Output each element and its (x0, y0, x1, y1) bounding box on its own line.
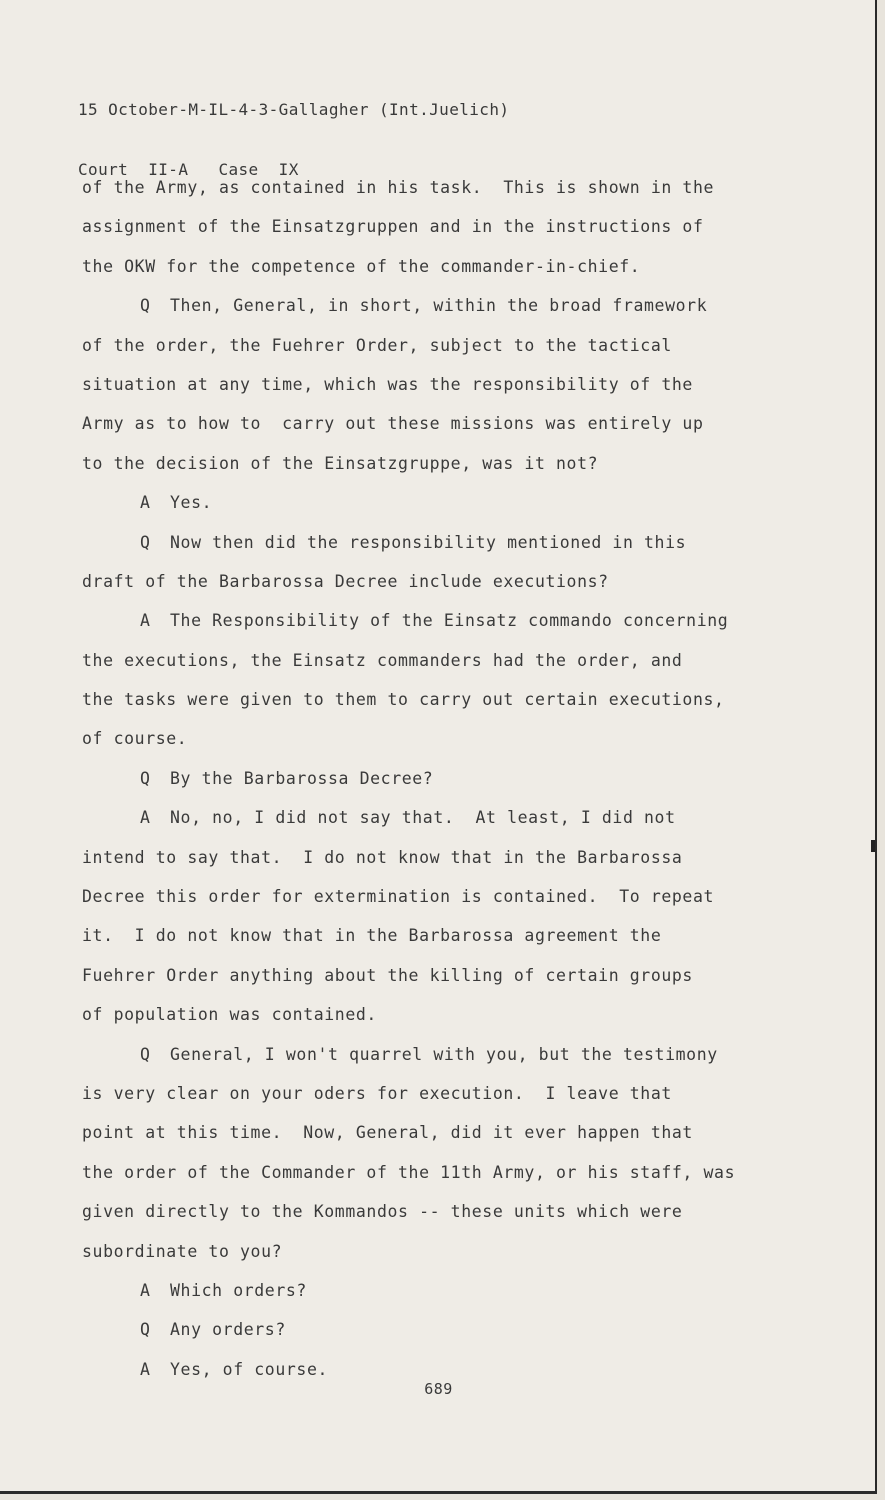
question-marker: Q (140, 1044, 151, 1064)
answer-marker: A (140, 1359, 151, 1379)
line-text: given directly to the Kommandos -- these units which were (82, 1202, 683, 1222)
transcript-line (82, 176, 812, 215)
line-text: the OKW for the competence of the commander-in-chief. (82, 256, 641, 276)
header-line-2: Court II-A Case IX (78, 160, 299, 179)
line-text: Any orders? (170, 1320, 286, 1340)
answer-line (82, 806, 812, 845)
line-text: of the order, the Fuehrer Order, subject to the tactical (82, 335, 672, 355)
question-line (82, 1318, 812, 1357)
question-line (82, 1043, 812, 1082)
line-text: of the Army, as contained in his task. This is shown in the (82, 178, 715, 197)
answer-line (82, 1279, 812, 1318)
answer-line (82, 491, 812, 530)
transcript-line (82, 1200, 812, 1239)
line-text: point at this time. Now, General, did it ever happen that (82, 1123, 693, 1143)
transcript-line (82, 334, 812, 373)
line-text: By the Barbarossa Decree? (170, 768, 434, 788)
answer-line (82, 609, 812, 648)
margin-mark (871, 840, 875, 852)
transcript-line (82, 846, 812, 885)
line-text: to the decision of the Einsatzgruppe, was it not? (82, 453, 599, 473)
question-marker: Q (140, 1320, 151, 1340)
line-text: Yes. (170, 493, 213, 513)
transcript-line (82, 1003, 812, 1042)
transcript-line (82, 1161, 812, 1200)
transcript-line (82, 1240, 812, 1279)
question-marker: Q (140, 768, 151, 788)
transcript-line (82, 215, 812, 254)
transcript-line (82, 727, 812, 766)
line-text: Now then did the responsibility mentioned in this (170, 532, 687, 552)
transcript-line (82, 570, 812, 609)
transcript-body (82, 176, 812, 1397)
transcript-line (82, 688, 812, 727)
line-text: The Responsibility of the Einsatz commando concerning (170, 611, 729, 631)
line-text: the executions, the Einsatz commanders had the order, and (82, 650, 683, 670)
transcript-line (82, 373, 812, 412)
line-text: Yes, of course. (170, 1359, 329, 1379)
line-text: intend to say that. I do not know that in the Barbarossa (82, 847, 683, 867)
line-text: draft of the Barbarossa Decree include executions? (82, 571, 609, 591)
transcript-line (82, 924, 812, 963)
line-text: General, I won't quarrel with you, but the testimony (170, 1044, 718, 1064)
line-text: Then, General, in short, within the broad framework (170, 296, 708, 316)
line-text: No, no, I did not say that. At least, I did not (170, 808, 676, 828)
line-text: the order of the Commander of the 11th Army, or his staff, was (82, 1162, 736, 1182)
line-text: Army as to how to carry out these missions was entirely up (82, 414, 704, 434)
line-text: situation at any time, which was the responsibility of the (82, 374, 693, 394)
line-text: Fuehrer Order anything about the killing of certain groups (82, 965, 693, 985)
transcript-line (82, 452, 812, 491)
answer-marker: A (140, 611, 151, 631)
header-line-1: 15 October-M-IL-4-3-Gallagher (Int.Juelich) (78, 100, 510, 119)
line-text: the tasks were given to them to carry out certain executions, (82, 690, 725, 710)
transcript-line (82, 649, 812, 688)
answer-marker: A (140, 493, 151, 513)
question-line (82, 767, 812, 806)
line-text: of course. (82, 729, 188, 749)
page-number: 689 (424, 1380, 453, 1398)
line-text: it. I do not know that in the Barbarossa agreement the (82, 926, 662, 946)
transcript-line (82, 412, 812, 451)
line-text: of population was contained. (82, 1005, 377, 1025)
transcript-line (82, 1121, 812, 1160)
answer-marker: A (140, 1280, 151, 1300)
question-marker: Q (140, 296, 151, 316)
line-text: Which orders? (170, 1280, 307, 1300)
transcript-line (82, 1082, 812, 1121)
transcript-line (82, 255, 812, 294)
line-text: Decree this order for extermination is contained. To repeat (82, 887, 715, 907)
line-text: subordinate to you? (82, 1241, 283, 1261)
question-marker: Q (140, 532, 151, 552)
line-text: assignment of the Einsatzgruppen and in the instructions of (82, 217, 704, 237)
question-line (82, 531, 812, 570)
transcript-line (82, 964, 812, 1003)
question-line (82, 294, 812, 333)
answer-marker: A (140, 808, 151, 828)
transcript-line (82, 885, 812, 924)
line-text: is very clear on your oders for execution. I leave that (82, 1083, 672, 1103)
